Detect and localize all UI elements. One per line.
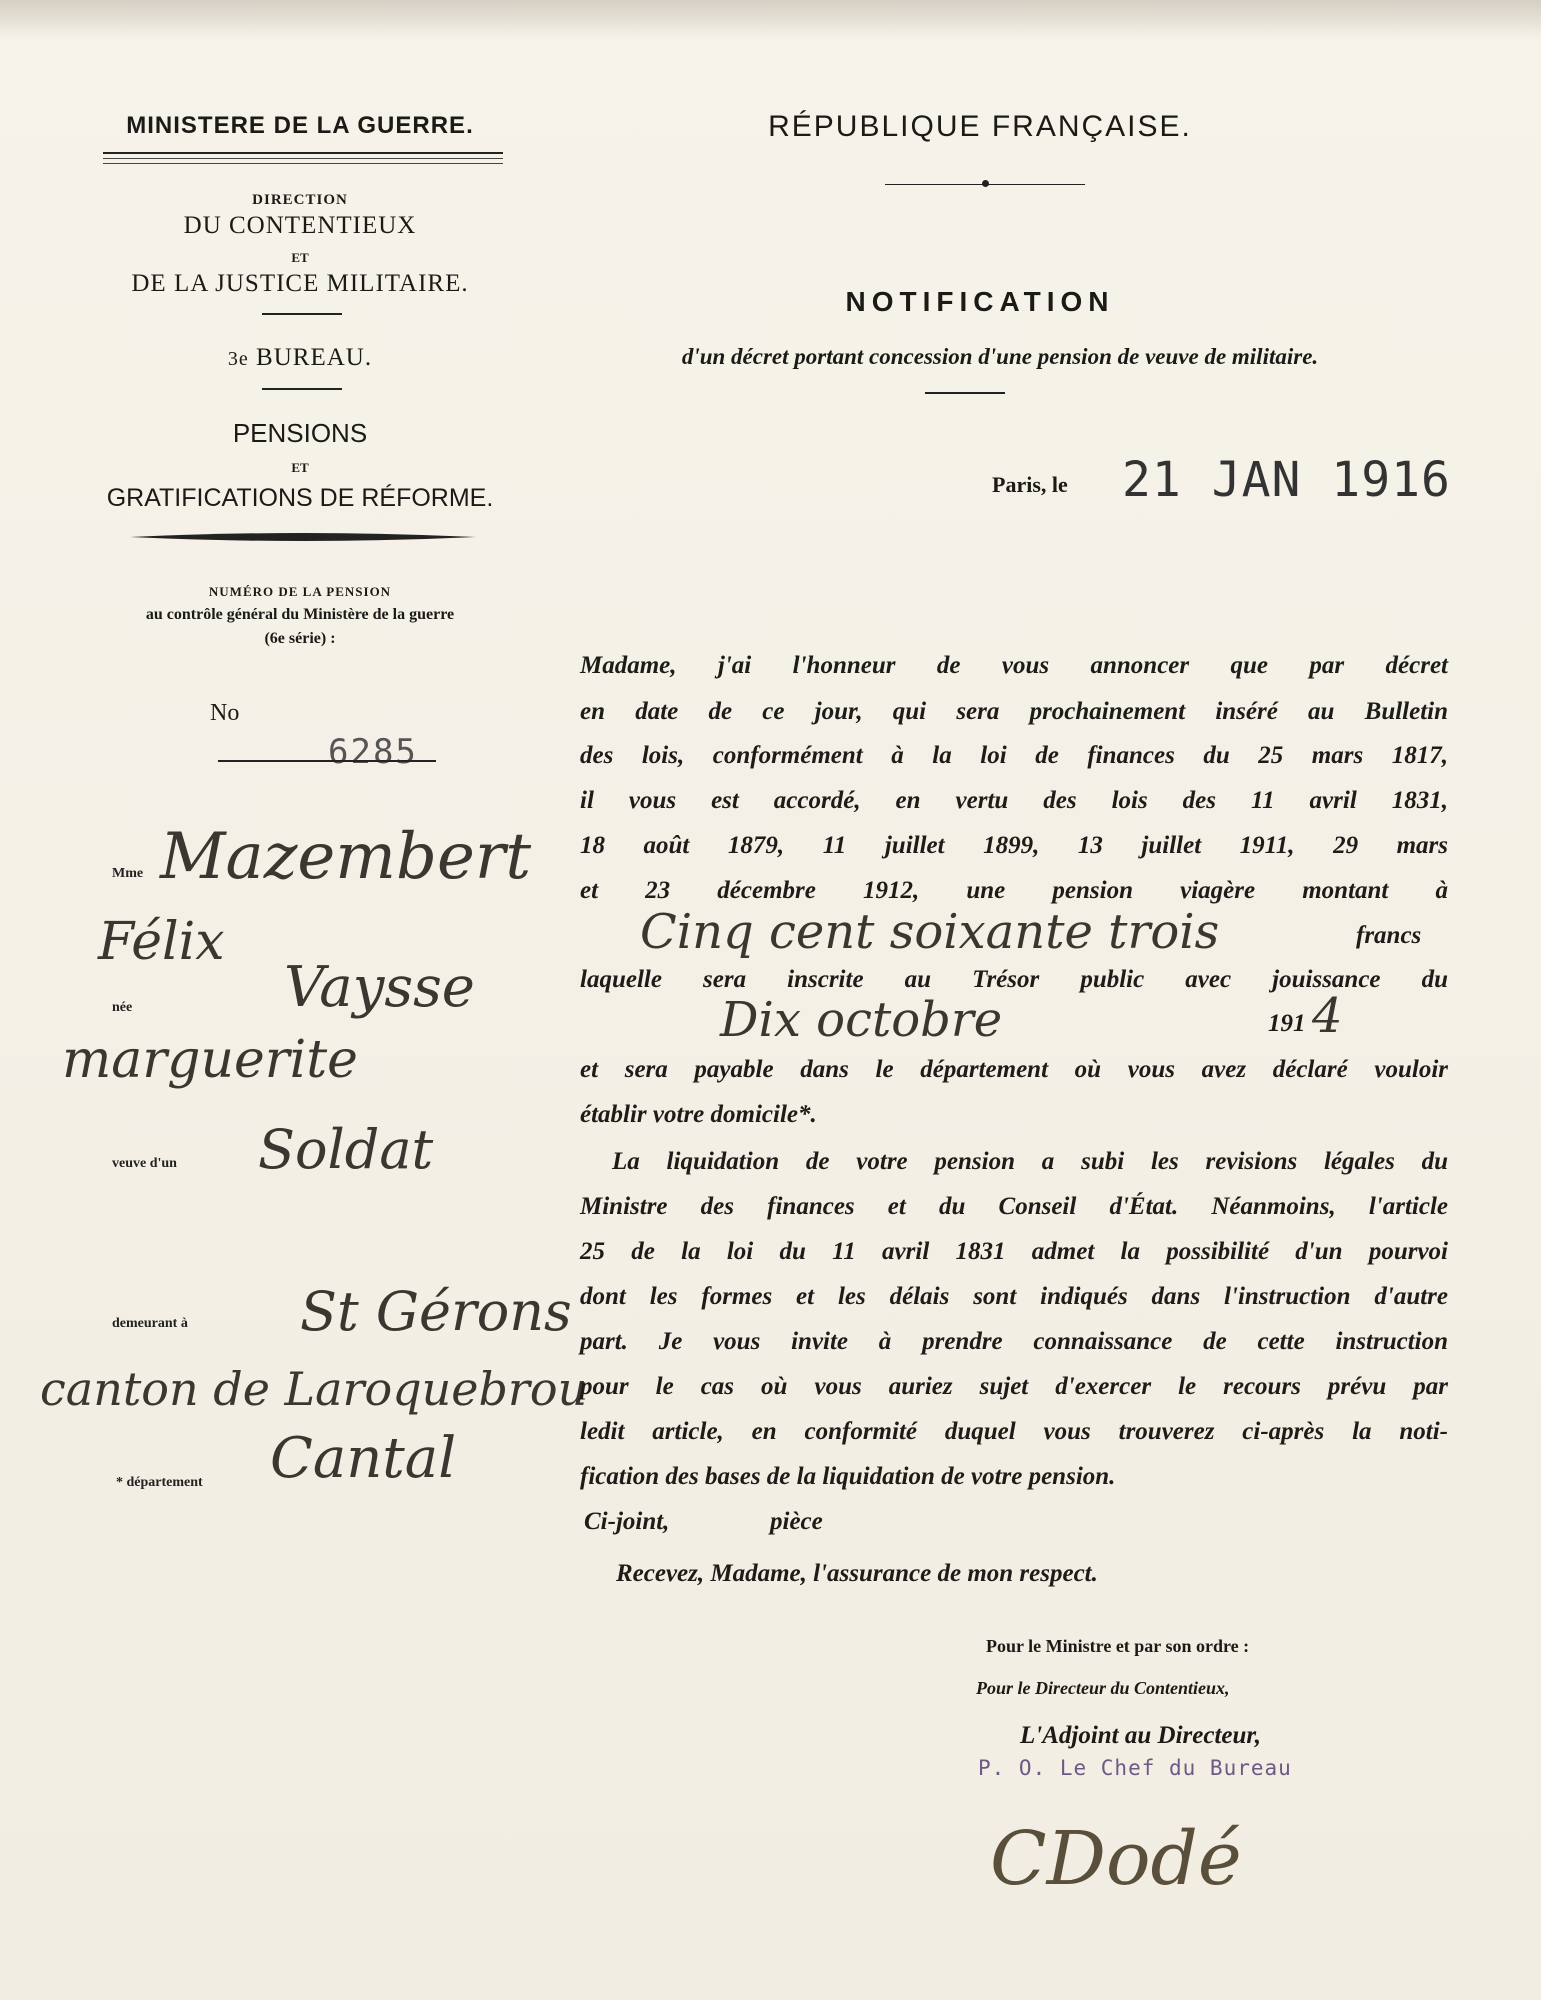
no-label: No (210, 700, 240, 726)
amount-handwritten: Cinq cent soixante trois (640, 904, 1220, 960)
maiden-name-handwritten: Vaysse (284, 955, 475, 1020)
para2-line-2: Ministre des finances et du Conseil d'État. Néanmoins, l'article (580, 1193, 1448, 1220)
francs-label: francs (1356, 922, 1422, 949)
closing-line: Recevez, Madame, l'assurance de mon respect. (616, 1560, 1098, 1587)
direction-label: DIRECTION (252, 192, 348, 208)
para2-line-8: fication des bases de la liquidation de votre pension. (580, 1463, 1116, 1490)
signature-line-3: L'Adjoint au Directeur, (1020, 1722, 1262, 1749)
body-line-6: et 23 décembre 1912, une pension viagère montant à (580, 877, 1448, 904)
body-line-tresor: laquelle sera inscrite au Trésor public avec jouissance du (580, 966, 1448, 993)
para2-line-7: ledit article, en conformité duquel vous trouverez ci-après la noti- (580, 1418, 1448, 1445)
date-stamp: 21 JAN 1916 (1122, 452, 1451, 508)
body-line-4: il vous est accordé, en vertu des lois des 11 avril 1831, (580, 787, 1448, 814)
body-line-domicile: établir votre domicile*. (580, 1101, 817, 1128)
body-line-5: 18 août 1879, 11 juillet 1899, 13 juillet 1911, 29 mars (580, 832, 1448, 859)
direction-justice: DE LA JUSTICE MILITAIRE. (131, 270, 469, 297)
paper-stain (0, 0, 1541, 40)
numero-label-2: au contrôle général du Ministère de la guerre (145, 606, 455, 623)
year-printed: 191 (1268, 1010, 1306, 1037)
ornamental-rule (128, 530, 478, 544)
direction-rule (262, 313, 342, 315)
rank-handwritten: Soldat (258, 1118, 434, 1181)
departement-label: * département (116, 1475, 203, 1490)
year-handwritten: 4 (1312, 988, 1343, 1044)
notification-title: NOTIFICATION (845, 286, 1115, 317)
bureau-word: BUREAU. (256, 344, 373, 371)
stamp-chef-bureau: P. O. Le Chef du Bureau (978, 1756, 1292, 1780)
numero-label-1: NUMÉRO DE LA PENSION (208, 584, 392, 599)
maiden-firstname-handwritten: marguerite (62, 1030, 358, 1090)
body-line-payable: et sera payable dans le département où vous avez déclaré vouloir (580, 1056, 1448, 1083)
republic-rule-dot (982, 180, 989, 187)
direction-contentieux: DU CONTENTIEUX (183, 212, 417, 239)
direction-et: ET (291, 250, 309, 265)
canton-handwritten: canton de Laroquebrou (40, 1362, 588, 1416)
body-line-1: Madame, j'ai l'honneur de vous annoncer que par décret (580, 652, 1448, 679)
ci-joint-label: Ci-joint, (584, 1508, 670, 1535)
jouissance-handwritten: Dix octobre (720, 992, 1003, 1048)
para2-line-5: part. Je vous invite à prendre connaissance de cette instruction (580, 1328, 1448, 1355)
notification-subtitle: d'un décret portant concession d'une pension de veuve de militaire. (681, 344, 1319, 369)
para2-line-4: dont les formes et les délais sont indiqués dans l'instruction d'autre (580, 1283, 1448, 1310)
bureau-rule (262, 388, 342, 390)
veuve-label: veuve d'un (112, 1156, 177, 1171)
para2-line-3: 25 de la loi du 11 avril 1831 admet la possibilité d'un pourvoi (580, 1238, 1448, 1265)
piece-label: pièce (770, 1508, 823, 1535)
ministry-rule-3 (103, 163, 503, 164)
subtitle-rule (925, 392, 1005, 394)
pension-number: 6285 (328, 732, 418, 772)
bureau-label (150, 344, 450, 372)
body-line-2: en date de ce jour, qui sera prochainement inséré au Bulletin (580, 698, 1448, 725)
town-handwritten: St Gérons (300, 1280, 572, 1343)
signature-line-1: Pour le Ministre et par son ordre : (986, 1636, 1250, 1656)
gratifications-title: GRATIFICATIONS DE RÉFORME. (106, 484, 494, 512)
signature-handwritten: CDodé (990, 1816, 1242, 1902)
firstname-handwritten: Félix (98, 912, 225, 972)
pension-number-rule (218, 760, 436, 762)
numero-label-3: (6e série) : (264, 630, 336, 647)
demeurant-label: demeurant à (112, 1316, 188, 1331)
mme-label: Mme (112, 866, 144, 881)
ministry-rule-2 (103, 158, 503, 159)
signature-line-2: Pour le Directeur du Contentieux, (976, 1678, 1230, 1698)
ministry-title: MINISTERE DE LA GUERRE. (126, 112, 474, 139)
departement-handwritten: Cantal (270, 1426, 457, 1491)
bureau-number: 3e (227, 348, 249, 370)
surname-handwritten: Mazembert (160, 820, 532, 894)
body-line-3: des lois, conformément à la loi de finances du 25 mars 1817, (580, 742, 1448, 769)
place-label: Paris, le (992, 472, 1068, 497)
pensions-et: ET (291, 460, 309, 475)
nee-label: née (112, 1000, 133, 1015)
pensions-title: PENSIONS (232, 418, 368, 448)
republic-title: RÉPUBLIQUE FRANÇAISE. (768, 110, 1192, 143)
ministry-rule-1 (103, 152, 503, 154)
para2-line-1: La liquidation de votre pension a subi les revisions légales du (612, 1148, 1448, 1175)
para2-line-6: pour le cas où vous auriez sujet d'exercer le recours prévu par (580, 1373, 1448, 1400)
